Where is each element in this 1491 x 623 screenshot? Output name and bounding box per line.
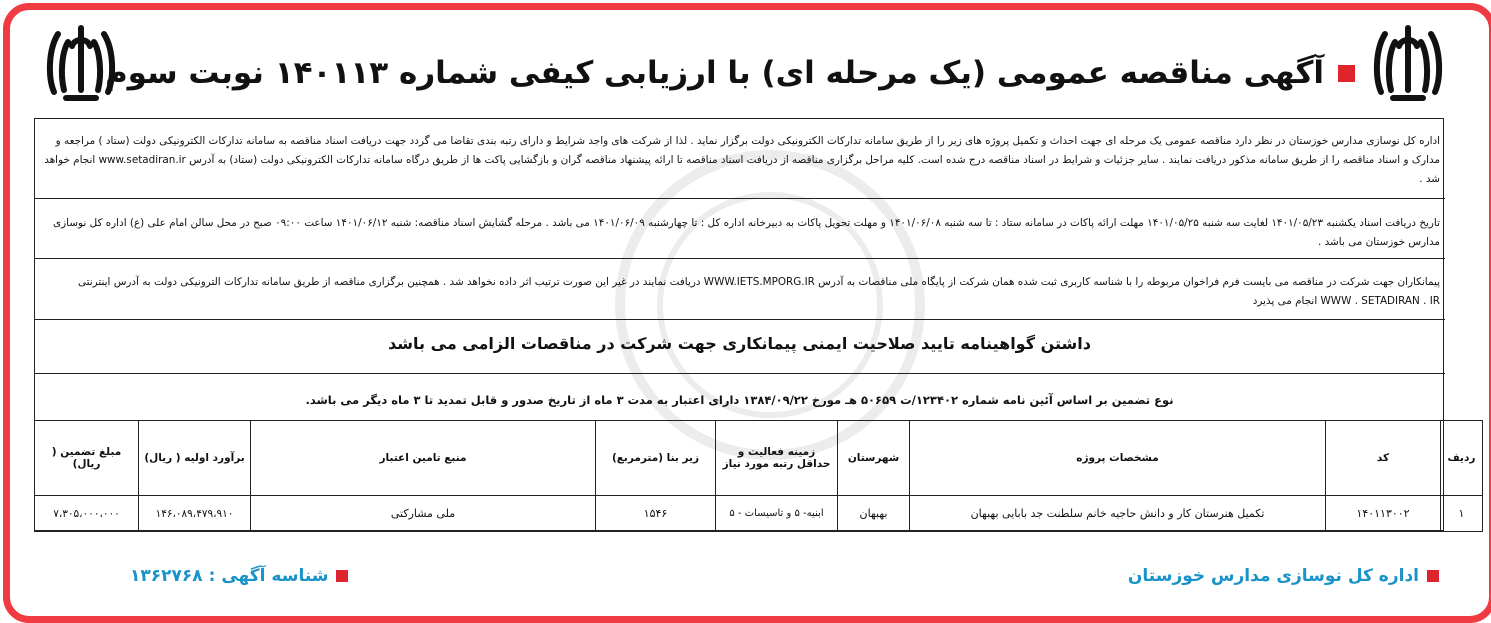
header-funding: منبع تامین اعتبار [251,421,596,496]
cell-city: بهبهان [838,496,910,532]
header-area: زیر بنا (مترمربع) [596,421,716,496]
header-guarantee: مبلغ تضمین ( ریال) [35,421,139,496]
cell-row-no: ۱ [1441,496,1483,532]
cell-estimate: ۱۴۶،۰۸۹،۴۷۹،۹۱۰ [139,496,251,532]
divider [34,373,1445,374]
intro-paragraph: اداره کل نوسازی مدارس خوزستان در نظر دارد مناقصه عمومی یک مرحله ای جهت احداث و تکمیل پروژه های زیر را از طریق سامانه تدارکات الکترونیکی دولت برگزار نماید . لذا از شرکت های واجد شرایط و دارای رتبه بندی تقاضا می گردد جهت دریافت اسناد مناقصه به سامانه تدارکات الکترونیکی دولت (ستاد ) مراجعه و مدارک و اسناد مناقصه را از طریق سامانه مذکور دریافت نمایند . سایر جزئیات و شرایط در اسناد مناقصه درج شده است. کلیه مراحل برگزاری مناقصه از دریافت اسناد مناقصه تا ارائه پیشنهاد مناقصه گران و بازگشایی پاکت ها از طریق درگاه سامانه تدارکات الکترونیکی دولت (ستاد) به آدرس www.setadiran.ir انجام خواهد شد . [44,135,1440,185]
cell-project: تکمیل هنرستان کار و دانش حاجیه خانم سلطنت جد بابایی بهبهان [910,496,1326,532]
header-estimate: برآورد اولیه ( ریال) [139,421,251,496]
table-row [35,496,1483,532]
table-header-row [35,421,1483,496]
red-square-bullet-icon [1338,65,1355,82]
header-city: شهرستان [838,421,910,496]
red-square-bullet-icon [1427,570,1439,582]
footer-ad-id [130,566,348,586]
red-square-bullet-icon [336,570,348,582]
ministry-emblem-icon [1371,20,1445,106]
safety-notice: داشتن گواهینامه تایید صلاحیت ایمنی پیمانکاری جهت شرکت در مناقصات الزامی می باشد [388,334,1091,353]
header-field: زمینه فعالیت و حداقل رتبه مورد نیاز [716,421,838,496]
ad-id-value: ۱۳۶۲۷۶۸ [130,566,203,586]
header-row-no: ردیف [1441,421,1483,496]
dates-paragraph: تاریخ دریافت اسناد یکشنبه ۱۴۰۱/۰۵/۲۳ لغایت سه شنبه ۱۴۰۱/۰۵/۲۵ مهلت ارائه پاکات در سامانه ستاد : تا سه شنبه ۱۴۰۱/۰۶/۰۸ و مهلت تحویل پاکات به دبیرخانه اداره کل : تا چهارشنبه ۱۴۰۱/۰۶/۰۹ می باشد . مرحله گشایش اسناد مناقصه: شنبه ۱۴۰۱/۰۶/۱۲ ساعت ۰۹:۰۰ صبح در محل سالن امام علی (ع) اداره کل نوسازی مدارس خوزستان می باشد . [53,217,1440,248]
footer-org [1128,566,1439,586]
cell-field: ابنیه- ۵ و تاسیسات - ۵ [716,496,838,532]
cell-funding: ملی مشارکتی [251,496,596,532]
divider [34,198,1445,199]
divider [34,319,1445,320]
page-title: آگهی مناقصه عمومی (یک مرحله ای) با ارزیابی کیفی شماره ۱۴۰۱۱۳ نوبت سوم [104,55,1325,91]
cell-guarantee: ۷،۳۰۵،۰۰۰،۰۰۰ [35,496,139,532]
title-row [104,38,1325,108]
header-project: مشخصات پروژه [910,421,1326,496]
guarantee-notice: نوع تضمین بر اساس آئین نامه شماره ۱۲۳۴۰۲/ت ۵۰۶۵۹ هـ مورخ ۱۳۸۴/۰۹/۲۲ دارای اعتبار به مدت ۳ ماه از تاریخ صدور و قابل تمدید تا ۳ ماه دیگر می باشد. [305,393,1174,407]
ad-id-label: شناسه آگهی : [208,566,329,586]
footer-org-name: اداره کل نوسازی مدارس خوزستان [1127,566,1419,586]
projects-table [34,420,1483,532]
cell-code: ۱۴۰۱۱۳۰۰۲ [1326,496,1441,532]
divider [34,258,1445,259]
cell-area: ۱۵۴۶ [596,496,716,532]
header-code: کد [1326,421,1441,496]
registration-paragraph: پیمانکاران جهت شرکت در مناقصه می بایست فرم فراخوان مربوطه را با شناسه کاربری ثبت شده همان شرکت از پایگاه ملی مناقصات به آدرس WWW.IETS.MPORG.IR دریافت نمایند در غیر این صورت ترتیب اثر داده نخواهد شد . همچنین برگزاری مناقصه از طریق سامانه تدارکات الترونیکی دولت به آدرس اینترنتی WWW . SETADIRAN . IR انجام می پذیرد [77,276,1440,307]
